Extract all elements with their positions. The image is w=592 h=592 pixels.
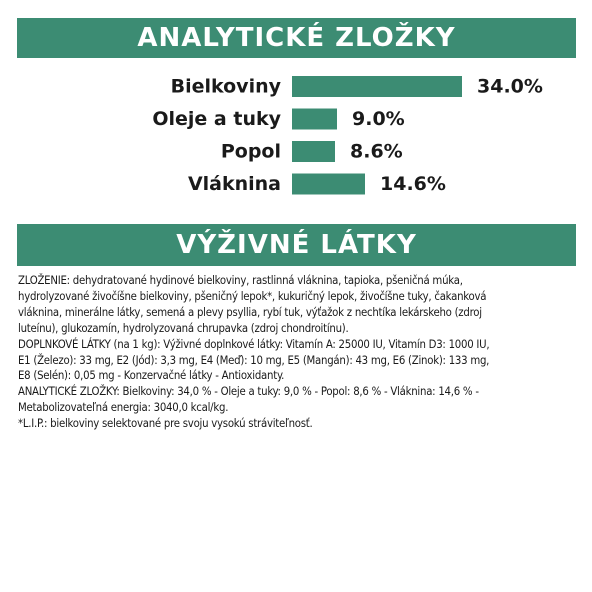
additives-line: DOPLNKOVÉ LÁTKY (na 1 kg): Výživné doplnkové látky: Vitamín A: 25000 IU, Vitamín D3: 1000 IU, <box>18 337 490 351</box>
footnote-line: *L.I.P.: bielkoviny selektované pre svoju vysokú stráviteľnosť. <box>18 417 313 431</box>
analytical-line: ANALYTICKÉ ZLOŽKY: Bielkoviny: 34,0 % - Oleje a tuky: 9,0 % - Popol: 8,6 % - Vláknina: 14,6 % - <box>18 385 479 399</box>
additives-line: E8 (Selén): 0,05 mg - Konzervačné látky - Antioxidanty. <box>18 369 285 383</box>
composition-bar-chart <box>0 68 592 204</box>
nutrients-banner <box>17 224 576 266</box>
ingredients-text <box>18 273 578 432</box>
value-label-bielkoviny: 34.0% <box>477 75 543 98</box>
value-label-vlaknina: 14.6% <box>380 173 446 195</box>
analytical-components-title: ANALYTICKÉ ZLOŽKY <box>137 23 456 53</box>
value-label-popol: 8.6% <box>350 140 403 163</box>
category-label-oleje-a-tuky: Oleje a tuky <box>152 108 281 130</box>
analytical-line: Metabolizovateľná energia: 3040,0 kcal/kg. <box>18 401 229 415</box>
nutrients-title: VÝŽIVNÉ LÁTKY <box>176 230 417 260</box>
bar-vlaknina <box>292 174 365 195</box>
additives-line: E1 (Železo): 33 mg, E2 (Jód): 3,3 mg, E4 (Meď): 10 mg, E5 (Mangán): 43 mg, E6 (Zinok): 133 mg, <box>18 353 490 367</box>
value-label-oleje-a-tuky: 9.0% <box>352 108 405 130</box>
category-label-bielkoviny: Bielkoviny <box>170 75 281 98</box>
bar-popol <box>292 141 335 162</box>
ingredients-line: ZLOŽENIE: dehydratované hydinové bielkoviny, rastlinná vláknina, tapioka, pšeničná múka, <box>18 274 463 287</box>
bar-bielkoviny <box>292 76 462 97</box>
ingredients-line: luteínu), glukozamín, hydrolyzovaná chrupavka (zdroj chondroitínu). <box>18 321 349 335</box>
bar-oleje-a-tuky <box>292 109 337 130</box>
analytical-components-banner <box>17 18 576 58</box>
ingredients-line: hydrolyzované živočíšne bielkoviny, pšeničný lepok*, kukuričný lepok, živočíšne tuky, čakanková <box>18 289 487 303</box>
ingredients-line: vláknina, minerálne látky, semená a plevy psyllia, rybí tuk, výťažok z nechtíka lekárskeho (zdroj <box>18 305 482 319</box>
category-label-popol: Popol <box>220 140 281 163</box>
category-label-vlaknina: Vláknina <box>187 173 281 195</box>
